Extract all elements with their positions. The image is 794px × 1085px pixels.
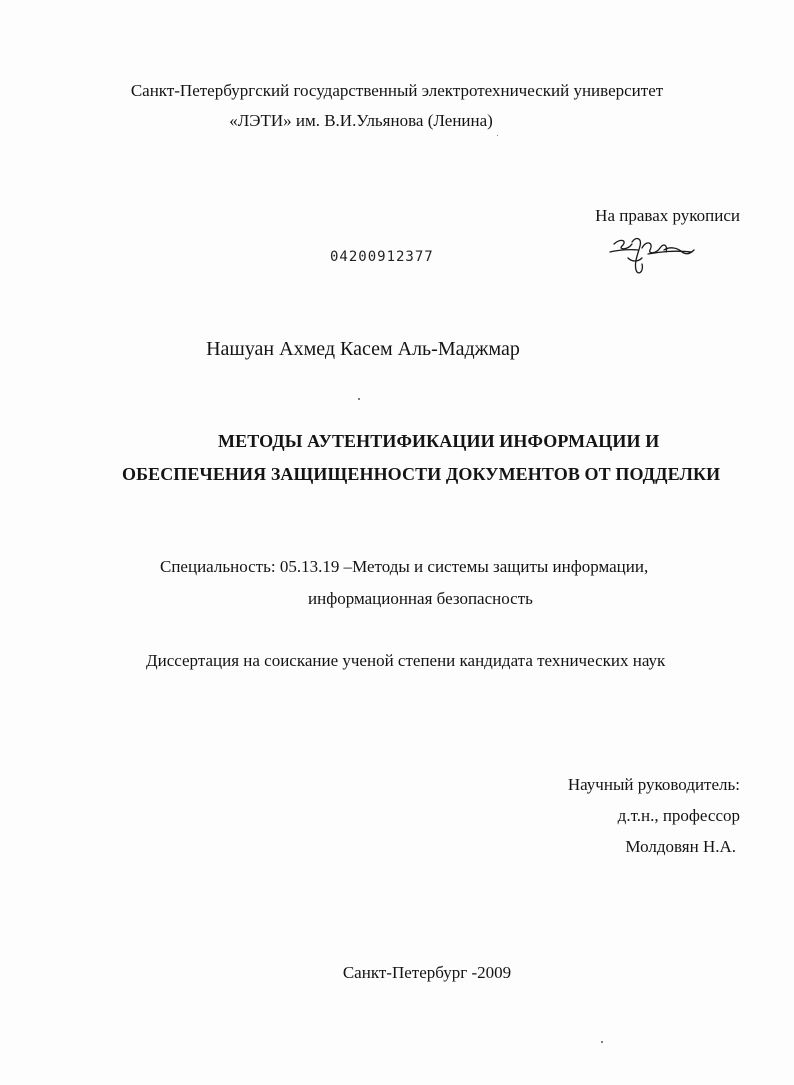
- specialty-line2: информационная безопасность: [308, 589, 533, 608]
- signature-icon: [608, 232, 698, 278]
- thesis-title-line2: ОБЕСПЕЧЕНИЯ ЗАЩИЩЕННОСТИ ДОКУМЕНТОВ ОТ ПОДДЕЛКИ: [122, 464, 721, 484]
- specialty-line1: Специальность: 05.13.19 –Методы и системы защиты информации,: [160, 557, 649, 576]
- supervisor-name: Молдовян Н.А.: [625, 837, 736, 856]
- thesis-title-line1: МЕТОДЫ АУТЕНТИФИКАЦИИ ИНФОРМАЦИИ И: [218, 431, 660, 451]
- supervisor-degree: д.т.н., профессор: [617, 806, 740, 825]
- scan-speck: [601, 1041, 603, 1043]
- city-year: Санкт-Петербург -2009: [342, 963, 512, 982]
- rights-note: На правах рукописи: [595, 206, 740, 225]
- scan-speck: [358, 398, 360, 400]
- supervisor-label: Научный руководитель:: [567, 775, 740, 794]
- university-name-line2: «ЛЭТИ» им. В.И.Ульянова (Ленина): [229, 111, 493, 130]
- document-number: 04200912377: [330, 249, 434, 265]
- author-name: Нашуан Ахмед Касем Аль-Маджмар: [206, 338, 520, 360]
- degree-statement: Диссертация на соискание ученой степени кандидата технических наук: [146, 651, 666, 670]
- university-name-line1: Санкт-Петербургский государственный электротехнический университет: [130, 81, 664, 100]
- scan-speck: [497, 135, 498, 136]
